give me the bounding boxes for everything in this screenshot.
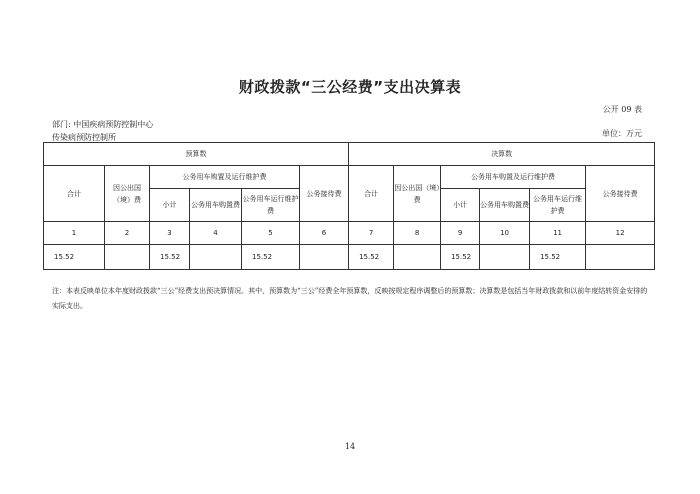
budget-vehicle-group-header: 公务用车购置及运行维护费 [150, 166, 300, 189]
budget-total-header: 合计 [44, 166, 105, 222]
table-cell: 15.52 [150, 245, 190, 270]
table-cell [586, 245, 655, 270]
column-number: 6 [300, 222, 349, 245]
table-cell: 15.52 [349, 245, 394, 270]
budget-reception-header: 公务接待费 [300, 166, 349, 222]
table-row [44, 245, 655, 270]
column-number: 3 [150, 222, 190, 245]
column-number: 8 [394, 222, 441, 245]
currency-unit-label: 单位：万元 [602, 129, 642, 138]
final-vehicle-operation-header: 公务用车运行维护费 [530, 189, 586, 222]
expenditure-table [43, 142, 655, 270]
department-label: 部门: 中国疾病预防控制中心 [52, 120, 154, 129]
unit-name: 传染病预防控制所 [52, 133, 116, 142]
column-number: 10 [480, 222, 530, 245]
table-cell [105, 245, 150, 270]
column-number: 12 [586, 222, 655, 245]
final-abroad-header: 因公出国（境）费 [394, 166, 441, 222]
column-number: 1 [44, 222, 105, 245]
table-cell [480, 245, 530, 270]
final-total-header: 合计 [349, 166, 394, 222]
page-number: 14 [344, 442, 356, 451]
page-title: 财政拨款“三公经费”支出决算表 [238, 78, 462, 96]
footnote: 注：本表反映单位本年度财政拨款“三公”经费支出预决算情况。其中，预算数为“三公”经费全年预算数，反映按规定程序调整后的预算数；决算数是包括当年财政拨款和以前年度结转资金安排的实际支出。 [52, 287, 648, 310]
final-group-header: 决算数 [349, 143, 655, 166]
column-number: 7 [349, 222, 394, 245]
column-number: 4 [190, 222, 242, 245]
table-cell: 15.52 [242, 245, 300, 270]
budget-vehicle-operation-header: 公务用车运行维护费 [242, 189, 300, 222]
final-vehicle-group-header: 公务用车购置及运行维护费 [441, 166, 586, 189]
final-vehicle-purchase-header: 公务用车购置费 [480, 189, 530, 222]
column-number: 9 [441, 222, 480, 245]
final-subtotal-header: 小计 [441, 189, 480, 222]
column-number: 5 [242, 222, 300, 245]
budget-subtotal-header: 小计 [150, 189, 190, 222]
table-cell [394, 245, 441, 270]
table-cell: 15.52 [44, 245, 105, 270]
final-reception-header: 公务接待费 [586, 166, 655, 222]
table-cell [190, 245, 242, 270]
table-cell: 15.52 [530, 245, 586, 270]
column-number: 11 [530, 222, 586, 245]
table-code: 公开 09 表 [602, 105, 642, 114]
budget-abroad-header: 因公出国（境）费 [105, 166, 150, 222]
budget-vehicle-purchase-header: 公务用车购置费 [190, 189, 242, 222]
column-number: 2 [105, 222, 150, 245]
budget-group-header: 预算数 [44, 143, 349, 166]
table-cell [300, 245, 349, 270]
table-cell: 15.52 [441, 245, 480, 270]
